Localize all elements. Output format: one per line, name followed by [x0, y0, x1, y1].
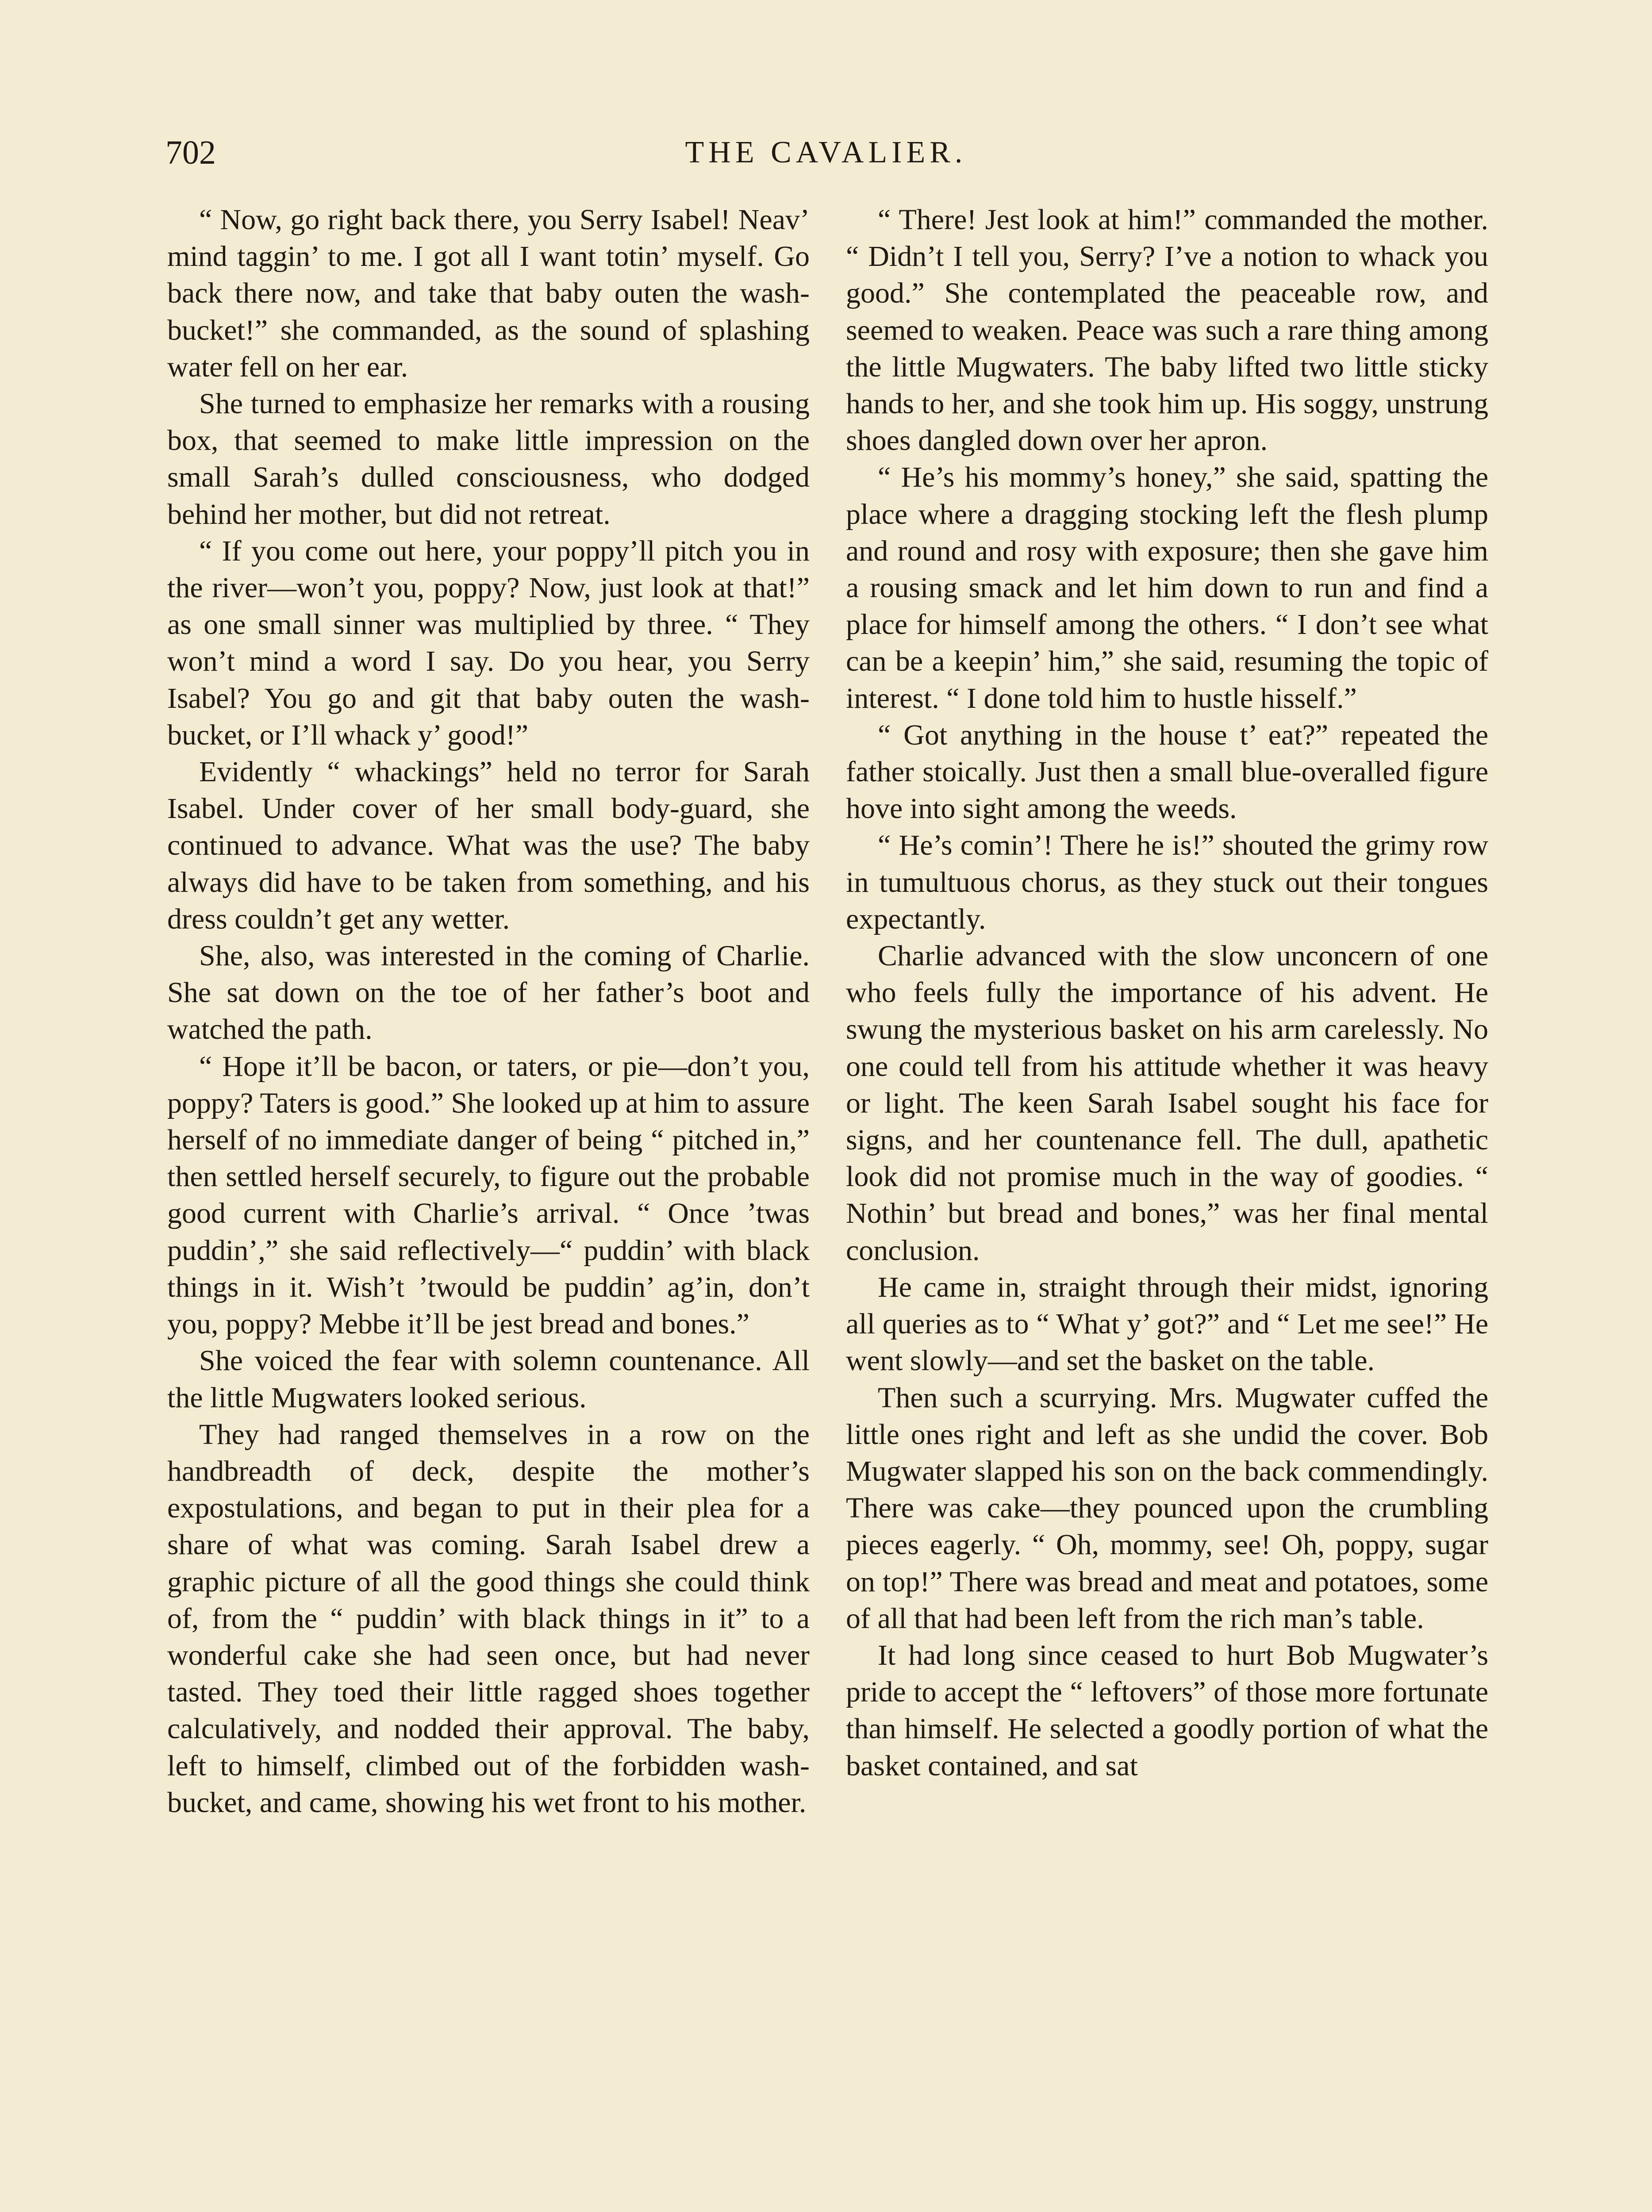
- page-header: [165, 128, 1487, 177]
- paragraph: She turned to emphasize her remarks with a rousing box, that seemed to make little impression on the small Sarah’s dulled consciousness, who dodged behind her mother, but did not retreat.: [167, 388, 810, 530]
- running-head: THE CAVALIER.: [685, 135, 967, 169]
- paragraph: “ Hope it’ll be bacon, or taters, or pie—don’t you, poppy? Taters is good.” She looked up at him to assure herself of no immediate danger of being “ pitched in,” then settled herself securely, to figure out the probable good current with Charlie’s arrival. “ Once ’twas puddin’,” she said reflectively—“ puddin’ with black things in it. Wish’t ’twould be puddin’ ag’in, don’t you, poppy? Mebbe it’ll be jest bread and bones.”: [167, 1050, 810, 1340]
- paragraph: “ Got anything in the house t’ eat?” repeated the father stoically. Just then a small blue-overalled figure hove into sight among the weeds.: [846, 718, 1488, 825]
- paragraph: “ He’s comin’! There he is!” shouted the grimy row in tumultuous chorus, as they stuck out their tongues expectantly.: [846, 829, 1488, 935]
- paragraph: “ If you come out here, your poppy’ll pitch you in the river—won’t you, poppy? Now, just look at that!” as one small sinner was multiplied by three. “ They won’t mind a word I say. Do you hear, you Serry Isabel? You go and git that baby outen the wash-bucket, or I’ll whack y’ good!”: [167, 534, 810, 751]
- paragraph: Charlie advanced with the slow unconcern of one who feels fully the importance of his advent. He swung the mysterious basket on his arm carelessly. No one could tell from his attitude whether it was heavy or light. The keen Sarah Isabel sought his face for signs, and her countenance fell. The dull, apathetic look did not promise much in the way of goodies. “ Nothin’ but bread and bones,” was her final mental conclusion.: [846, 940, 1488, 1267]
- paragraph: Evidently “ whackings” held no terror for Sarah Isabel. Under cover of her small body-guard, she continued to advance. What was the use? The baby always did have to be taken from something, and his dress couldn’t get any wetter.: [167, 756, 810, 935]
- paragraph: It had long since ceased to hurt Bob Mugwater’s pride to accept the “ leftovers” of those more fortunate than himself. He selected a goodly portion of what the basket contained, and sat: [846, 1639, 1488, 1782]
- paragraph: They had ranged themselves in a row on the handbreadth of deck, despite the mother’s expostulations, and began to put in their plea for a share of what was coming. Sarah Isabel drew a graphic picture of all the good things she could think of, from the “ puddin’ with black things in it” to a wonderful cake she had seen once, but had never tasted. They toed their little ragged shoes together calculatively, and nodded their approval. The baby, left to himself, climbed out of the forbidden wash-bucket, and came, showing his wet front to his mother.: [167, 1418, 810, 1819]
- paragraph: “ He’s his mommy’s honey,” she said, spatting the place where a dragging stocking left the flesh plump and round and rosy with exposure; then she gave him a rousing smack and let him down to run and find a place for himself among the others. “ I don’t see what can be a keepin’ him,” she said, resuming the topic of interest. “ I done told him to hustle hisself.”: [846, 461, 1488, 714]
- paragraph: She voiced the fear with solemn countenance. All the little Mugwaters looked serious.: [167, 1344, 810, 1414]
- paragraph: “ There! Jest look at him!” commanded the mother. “ Didn’t I tell you, Serry? I’ve a notion to whack you good.” She contemplated the peaceable row, and seemed to weaken. Peace was such a rare thing among the little Mugwaters. The baby lifted two little sticky hands to her, and she took him up. His soggy, unstrung shoes dangled down over her apron.: [846, 204, 1488, 457]
- right-column: [846, 201, 1488, 1784]
- paragraph: She, also, was interested in the coming of Charlie. She sat down on the toe of her father’s boot and watched the path.: [167, 940, 810, 1046]
- page-number: 702: [165, 134, 216, 171]
- left-column: [167, 201, 810, 1821]
- paragraph: “ Now, go right back there, you Serry Isabel! Neav’ mind taggin’ to me. I got all I want totin’ myself. Go back there now, and take that baby outen the wash-bucket!” she commanded, as the sound of splashing water fell on her ear.: [167, 204, 810, 383]
- paragraph: Then such a scurrying. Mrs. Mugwater cuffed the little ones right and left as she undid the cover. Bob Mugwater slapped his son on the back commendingly. There was cake—they pounced upon the crumbling pieces eagerly. “ Oh, mommy, see! Oh, poppy, sugar on top!” There was bread and meat and potatoes, some of all that had been left from the rich man’s table.: [846, 1381, 1488, 1635]
- paragraph: He came in, straight through their midst, ignoring all queries as to “ What y’ got?” and “ Let me see!” He went slowly—and set the basket on the table.: [846, 1271, 1488, 1377]
